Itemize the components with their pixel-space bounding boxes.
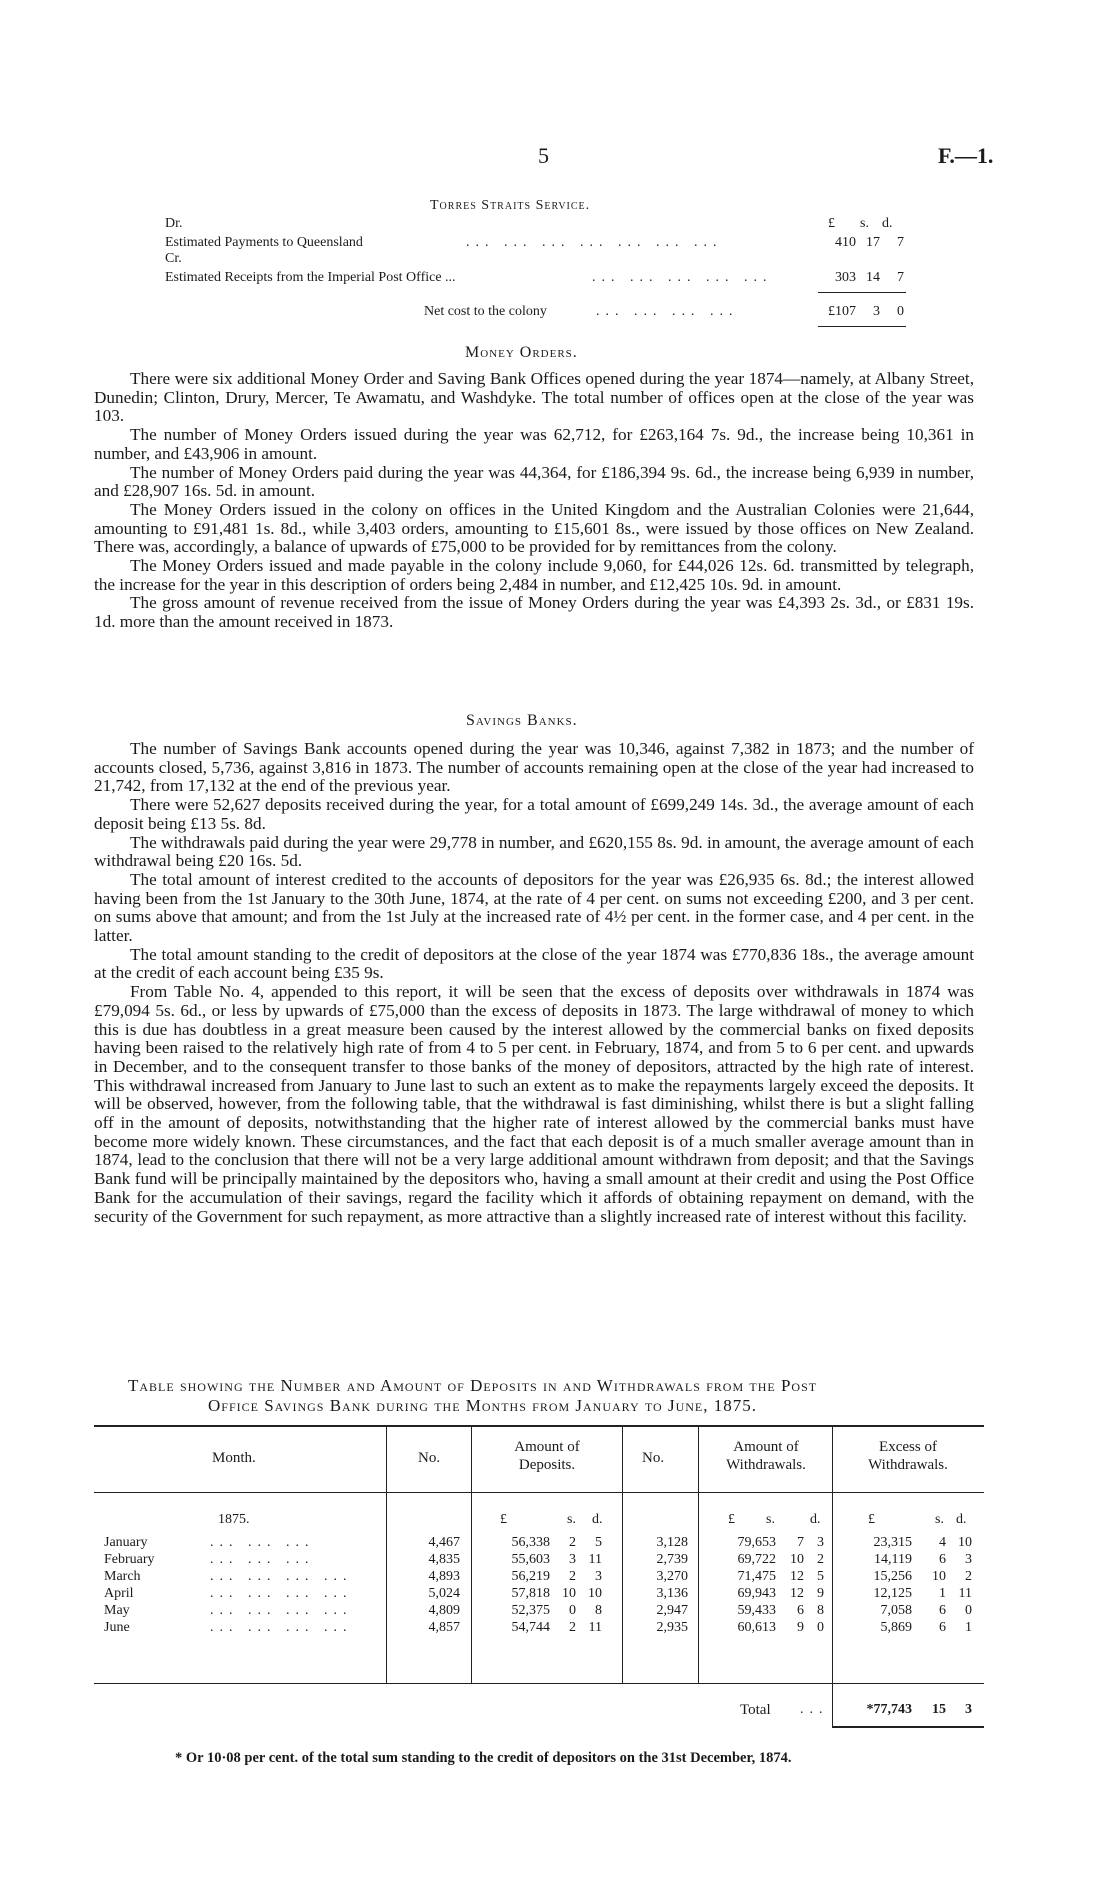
cell-withdrawals-shillings: 6 — [797, 1603, 804, 1618]
total-dots: ... — [800, 1702, 829, 1717]
document-reference: F.—1. — [938, 143, 994, 168]
cell-month-dots: ... ... ... — [210, 1535, 315, 1550]
excess-pound-head: £ — [868, 1512, 875, 1527]
cell-deposits-pounds: 52,375 — [511, 1603, 550, 1618]
savings-paragraph: There were 52,627 deposits received during the year, for a total amount of £699,249 14s. 3d., the average amount of each deposit being £13 5s. 8d. — [94, 795, 974, 833]
header-month: Month. — [212, 1450, 256, 1466]
savings-paragraph: The withdrawals paid during the year were 29,778 in number, and £620,155 8s. 9d. in amount, the average amount of each withdrawal being £20 16s. 5d. — [94, 832, 974, 871]
cell-deposits-shillings: 3 — [569, 1552, 576, 1567]
cell-deposits-shillings: 2 — [569, 1569, 576, 1584]
cell-excess-pounds: 15,256 — [873, 1569, 912, 1584]
cell-no-deposits: 5,024 — [428, 1586, 460, 1601]
torres-row-receipts-shillings: 14 — [866, 270, 880, 285]
table-top-rule — [94, 1425, 984, 1427]
cell-excess-pence: 10 — [958, 1535, 972, 1550]
cell-withdrawals-pence: 2 — [817, 1552, 824, 1567]
cell-excess-shillings: 4 — [939, 1535, 946, 1550]
cell-excess-pounds: 12,125 — [873, 1586, 912, 1601]
deposits-pence-head: d. — [592, 1512, 603, 1527]
table-total-rule — [832, 1726, 984, 1728]
money-orders-paragraph: The number of Money Orders paid during the year was 44,364, for £186,394 9s. 6d., the increase being 6,939 in number, and £28,907 16s. 5d. in amount. — [94, 462, 974, 501]
money-orders-paragraph: There were six additional Money Order and Saving Bank Offices opened during the year 1874—namely, at Albany Street, Dunedin; Clinton, Drury, Mercer, Te Awamatu, and Washdyke. The total number of offices open at the close of the year was 103. — [94, 369, 974, 426]
cell-excess-shillings: 6 — [939, 1552, 946, 1567]
cell-no-withdrawals: 2,935 — [656, 1620, 688, 1635]
savings-banks-title: Savings Banks. — [466, 712, 578, 729]
table-col-divider — [698, 1425, 699, 1683]
cell-withdrawals-shillings: 10 — [790, 1552, 804, 1567]
torres-rule-top — [818, 292, 906, 293]
cell-deposits-pounds: 55,603 — [511, 1552, 550, 1567]
header-amount-withdrawals: Amount of Withdrawals. — [726, 1439, 806, 1473]
cell-deposits-pence: 3 — [595, 1569, 602, 1584]
table-caption-line2: Office Savings Bank during the Months from January to June, 1875. — [208, 1396, 757, 1415]
cell-month-dots: ... ... ... ... — [210, 1569, 353, 1584]
cr-label: Cr. — [165, 251, 182, 266]
torres-row-net-shillings: 3 — [873, 304, 880, 319]
cell-no-withdrawals: 3,128 — [656, 1535, 688, 1550]
cell-withdrawals-pence: 0 — [817, 1620, 824, 1635]
cell-month: January — [104, 1535, 148, 1550]
table-col-divider — [386, 1425, 387, 1683]
withdrawals-pound-head: £ — [728, 1512, 735, 1527]
dr-label: Dr. — [165, 216, 183, 231]
savings-paragraph: The number of Savings Bank accounts opened during the year was 10,346, against 7,382 in 1873; and the number of accounts closed, 5,736, against 3,816 in 1873. The number of accounts remaining open at the close of the year had increased to 21,742, from 17,132 at the end of the previous year. — [94, 739, 974, 796]
cell-excess-shillings: 1 — [939, 1586, 946, 1601]
withdrawals-shilling-head: s. — [766, 1512, 775, 1527]
torres-row-net-dots: ... ... ... ... — [596, 304, 739, 319]
cell-month-dots: ... ... ... — [210, 1552, 315, 1567]
savings-banks-body — [94, 740, 974, 1226]
cell-no-withdrawals: 2,947 — [656, 1603, 688, 1618]
cell-no-deposits: 4,893 — [428, 1569, 460, 1584]
torres-title: Torres Straits Service. — [430, 198, 591, 213]
cell-deposits-pence: 10 — [588, 1586, 602, 1601]
cell-withdrawals-pence: 8 — [817, 1603, 824, 1618]
cell-deposits-shillings: 2 — [569, 1535, 576, 1550]
deposits-pound-head: £ — [500, 1512, 507, 1527]
cell-excess-pence: 11 — [958, 1586, 972, 1601]
cell-deposits-pounds: 57,818 — [511, 1586, 550, 1601]
cell-withdrawals-pounds: 59,433 — [737, 1603, 776, 1618]
money-orders-paragraph: The Money Orders issued and made payable in the colony include 9,060, for £44,026 12s. 6d. transmitted by telegraph, the increase for the year in this description of orders being 2,484 in number, and £12,425 10s. 9d. in amount. — [94, 556, 974, 594]
table-col-divider — [832, 1425, 833, 1727]
table-header-rule — [94, 1492, 984, 1493]
torres-row-net-pounds: £107 — [828, 304, 856, 319]
cell-withdrawals-pounds: 69,722 — [737, 1552, 776, 1567]
table-col-divider — [622, 1425, 623, 1683]
header-amount-deposits: Amount of Deposits. — [514, 1439, 580, 1473]
cell-excess-shillings: 6 — [939, 1620, 946, 1635]
table-body-rule — [94, 1683, 984, 1684]
cell-deposits-pounds: 56,338 — [511, 1535, 550, 1550]
torres-row-payments-pounds: 410 — [835, 235, 856, 250]
cell-month-dots: ... ... ... ... — [210, 1586, 353, 1601]
total-pence: 3 — [965, 1702, 972, 1717]
cell-withdrawals-shillings: 7 — [797, 1535, 804, 1550]
cell-no-deposits: 4,857 — [428, 1620, 460, 1635]
cell-month: June — [104, 1620, 130, 1635]
cell-withdrawals-pence: 9 — [817, 1586, 824, 1601]
cell-no-withdrawals: 2,739 — [656, 1552, 688, 1567]
cell-deposits-pounds: 54,744 — [511, 1620, 550, 1635]
cell-excess-pounds: 23,315 — [873, 1535, 912, 1550]
savings-paragraph: The total amount of interest credited to the accounts of depositors for the year was £26,935 6s. 8d.; the interest allowed having been from the 1st January to the 30th June, 1874, at the rate of 4 per cent. on sums not exceeding £200, and 3 per cent. on sums above that amount; and from the 1st July at the increased rate of 4½ per cent. in the former case, and 4 per cent. in the latter. — [94, 869, 974, 946]
cell-excess-pence: 0 — [965, 1603, 972, 1618]
cell-excess-pence: 1 — [965, 1620, 972, 1635]
table-year: 1875. — [218, 1512, 250, 1527]
savings-paragraph: The total amount standing to the credit of depositors at the close of the year 1874 was £770,836 18s., the average amount at the credit of each account being £35 9s. — [94, 944, 974, 983]
cell-excess-pounds: 7,058 — [880, 1603, 912, 1618]
header-excess-withdrawals: Excess of Withdrawals. — [868, 1439, 948, 1473]
cell-no-withdrawals: 3,270 — [656, 1569, 688, 1584]
cell-deposits-shillings: 0 — [569, 1603, 576, 1618]
cell-withdrawals-pounds: 79,653 — [737, 1535, 776, 1550]
cell-no-deposits: 4,467 — [428, 1535, 460, 1550]
cell-month-dots: ... ... ... ... — [210, 1603, 353, 1618]
cell-month: May — [104, 1603, 130, 1618]
cell-withdrawals-pounds: 71,475 — [737, 1569, 776, 1584]
money-orders-paragraph: The Money Orders issued in the colony on offices in the United Kingdom and the Australian Colonies were 21,644, amounting to £91,481 1s. 8d., while 3,403 orders, amounting to £15,601 8s., were issued by those offices on New Zealand. There was, accordingly, a balance of upwards of £75,000 to be provided for by remittances from the colony. — [94, 499, 974, 557]
money-orders-title: Money Orders. — [465, 344, 578, 361]
excess-pence-head: d. — [956, 1512, 967, 1527]
cell-deposits-pence: 11 — [588, 1620, 602, 1635]
cell-withdrawals-pence: 3 — [817, 1535, 824, 1550]
cell-excess-pounds: 14,119 — [874, 1552, 912, 1567]
torres-row-net-label: Net cost to the colony — [424, 304, 547, 319]
total-shillings: 15 — [932, 1702, 946, 1717]
cell-month: April — [104, 1586, 134, 1601]
cell-excess-shillings: 10 — [932, 1569, 946, 1584]
cell-withdrawals-pence: 5 — [817, 1569, 824, 1584]
total-label: Total — [740, 1702, 771, 1718]
table-col-divider — [471, 1425, 472, 1683]
header-no-withdrawals: No. — [642, 1450, 665, 1466]
cell-deposits-shillings: 2 — [569, 1620, 576, 1635]
pound-head: £ — [828, 216, 835, 231]
page-number: 5 — [538, 143, 549, 168]
money-orders-paragraph: The gross amount of revenue received from the issue of Money Orders during the year was £4,393 2s. 3d., or £831 19s. 1d. more than the amount received in 1873. — [94, 593, 974, 632]
cell-month: February — [104, 1552, 155, 1567]
cell-excess-pounds: 5,869 — [880, 1620, 912, 1635]
cell-excess-pence: 2 — [965, 1569, 972, 1584]
cell-no-withdrawals: 3,136 — [656, 1586, 688, 1601]
header-no-deposits: No. — [418, 1450, 441, 1466]
deposits-shilling-head: s. — [567, 1512, 576, 1527]
cell-withdrawals-pounds: 60,613 — [737, 1620, 776, 1635]
cell-withdrawals-pounds: 69,943 — [737, 1586, 776, 1601]
pence-head: d. — [882, 216, 893, 231]
excess-shilling-head: s. — [935, 1512, 944, 1527]
cell-deposits-pounds: 56,219 — [511, 1569, 550, 1584]
cell-no-deposits: 4,809 — [428, 1603, 460, 1618]
cell-deposits-pence: 11 — [588, 1552, 602, 1567]
torres-row-receipts-dots: ... ... ... ... ... — [592, 270, 773, 285]
cell-month: March — [104, 1569, 141, 1584]
cell-deposits-shillings: 10 — [562, 1586, 576, 1601]
cell-month-dots: ... ... ... ... — [210, 1620, 353, 1635]
savings-paragraph: From Table No. 4, appended to this report, it will be seen that the excess of deposits over withdrawals in 1874 was £79,094 5s. 6d., or less by upwards of £75,000 than the excess of deposits in 1873. The large withdrawal of money to which this is due has doubtless in a great measure been caused by the interest allowed by the commercial banks on fixed deposits having been raised to the relatively high rate of from 4 to 5 per cent. in February, 1874, and from 5 to 6 per cent. and upwards in December, and to the consequent transfer to those banks of the money of depositors, attracted by the high rate of interest. This withdrawal increased from January to June last to such an extent as to make the repayments largely exceed the deposits. It will be observed, however, from the following table, that the withdrawal is fast diminishing, whilst there is but a slight falling off in the amount of deposits, notwithstanding that the higher rate of interest allowed by the commercial banks must have become more widely known. These circumstances, and the fact that each deposit is of a much smaller average amount than in 1874, lead to the conclusion that there will not be a very large additional amount withdrawn from deposit; and that the Savings Bank fund will be principally maintained by the depositors who, having a small amount at their credit and using the Post Office Bank for the accumulation of their savings, regard the facility which it affords of obtaining repayment on demand, with the security of the Government for such repayment, as more attractive than a slightly increased rate of interest without this facility. — [94, 982, 974, 1226]
cell-withdrawals-shillings: 12 — [790, 1569, 804, 1584]
torres-row-receipts-pence: 7 — [897, 270, 904, 285]
torres-row-receipts-pounds: 303 — [835, 270, 856, 285]
cell-deposits-pence: 8 — [595, 1603, 602, 1618]
cell-withdrawals-shillings: 12 — [790, 1586, 804, 1601]
cell-withdrawals-shillings: 9 — [797, 1620, 804, 1635]
torres-row-payments-pence: 7 — [897, 235, 904, 250]
torres-row-net-pence: 0 — [897, 304, 904, 319]
cell-excess-pence: 3 — [965, 1552, 972, 1567]
torres-row-receipts-label: Estimated Receipts from the Imperial Post Office ... — [165, 270, 456, 285]
shilling-head: s. — [860, 216, 869, 231]
table-footnote: * Or 10·08 per cent. of the total sum standing to the credit of depositors on the 31st December, 1874. — [175, 1750, 792, 1766]
torres-row-payments-dots: ... ... ... ... ... ... ... — [466, 235, 723, 250]
torres-row-payments-shillings: 17 — [866, 235, 880, 250]
cell-excess-shillings: 6 — [939, 1603, 946, 1618]
money-orders-paragraph: The number of Money Orders issued during the year was 62,712, for £263,164 7s. 9d., the increase being 10,361 in number, and £43,906 in amount. — [94, 425, 974, 463]
cell-no-deposits: 4,835 — [428, 1552, 460, 1567]
table-caption-line1: Table showing the Number and Amount of Deposits in and Withdrawals from the Post — [128, 1376, 818, 1395]
withdrawals-pence-head: d. — [810, 1512, 821, 1527]
money-orders-body — [94, 370, 974, 632]
total-pounds: *77,743 — [866, 1702, 912, 1717]
cell-deposits-pence: 5 — [595, 1535, 602, 1550]
torres-rule-bottom — [818, 326, 906, 327]
torres-row-payments-label: Estimated Payments to Queensland — [165, 235, 363, 250]
